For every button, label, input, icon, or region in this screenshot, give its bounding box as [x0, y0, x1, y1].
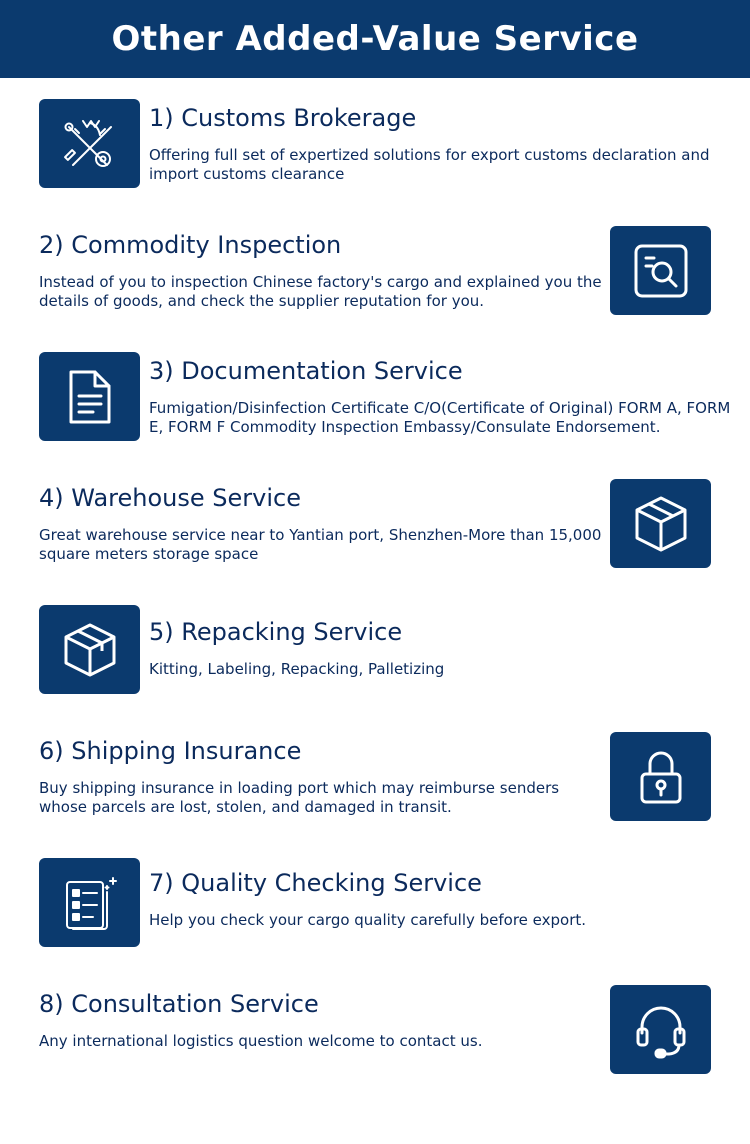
- inspection-magnifier-icon: [610, 226, 711, 315]
- service-title: 8) Consultation Service: [39, 990, 319, 1018]
- service-title: 4) Warehouse Service: [39, 484, 301, 512]
- service-description: Help you check your cargo quality carefully before export.: [149, 911, 587, 929]
- service-description: Offering full set of expertized solutions for export customs declaration and import customs clearance: [149, 146, 710, 183]
- cube-icon: [610, 479, 711, 568]
- page-title: Other Added-Value Service: [111, 19, 639, 59]
- service-description: Instead of you to inspection Chinese factory's cargo and explained you the details of goods, and check the supplier reputation for you.: [39, 273, 602, 310]
- service-description: Fumigation/Disinfection Certificate C/O(Certificate of Original) FORM A, FORM E, FORM F Commodity Inspection Embassy/Consulate Endorsement.: [149, 399, 731, 436]
- padlock-icon: [610, 732, 711, 821]
- header-banner: [0, 0, 750, 78]
- service-title: 2) Commodity Inspection: [39, 231, 342, 259]
- service-title: 3) Documentation Service: [149, 357, 463, 385]
- document-icon: [39, 352, 140, 441]
- service-description: Buy shipping insurance in loading port which may reimburse senders whose parcels are lost, stolen, and damaged in transit.: [39, 779, 560, 816]
- package-box-icon: [39, 605, 140, 694]
- checklist-icon: [39, 858, 140, 947]
- customs-emblem-icon: [39, 99, 140, 188]
- service-description: Any international logistics question welcome to contact us.: [39, 1032, 483, 1050]
- service-description: Great warehouse service near to Yantian port, Shenzhen-More than 15,000 square meters storage space: [39, 526, 602, 563]
- service-title: 1) Customs Brokerage: [149, 104, 417, 132]
- service-title: 5) Repacking Service: [149, 618, 403, 646]
- service-description: Kitting, Labeling, Repacking, Palletizing: [149, 660, 445, 678]
- headset-icon: [610, 985, 711, 1074]
- service-title: 7) Quality Checking Service: [149, 869, 482, 897]
- service-title: 6) Shipping Insurance: [39, 737, 302, 765]
